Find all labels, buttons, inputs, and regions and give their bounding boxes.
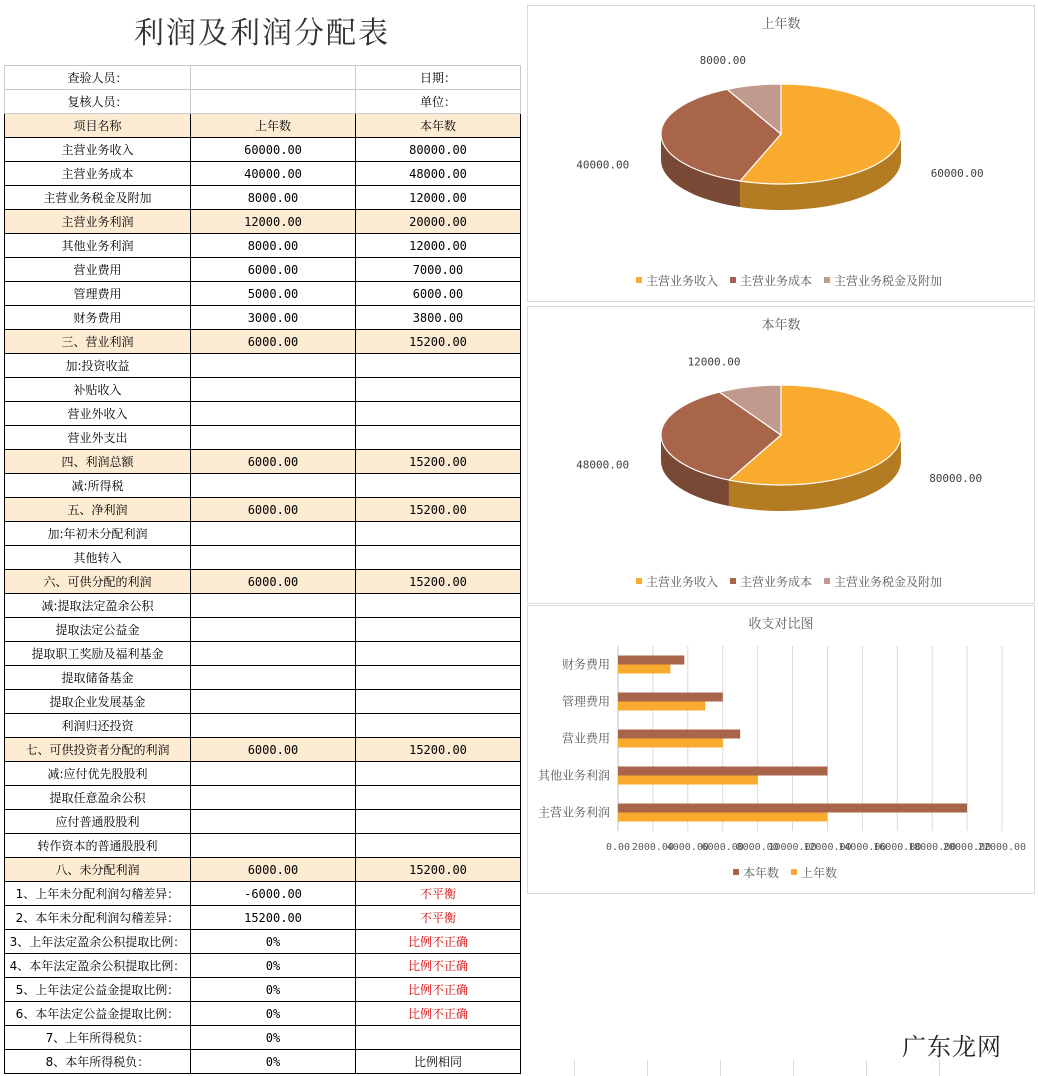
table-row — [5, 354, 521, 378]
prev-value-cell[interactable]: 6000.00 — [191, 738, 356, 762]
curr-value-cell[interactable] — [356, 354, 521, 378]
x-tick-label: 22000.00 — [977, 842, 1027, 853]
meta-label[interactable]: 复核人员： — [5, 90, 191, 114]
check-label-cell[interactable]: 1、上年未分配利润勾稽差异： — [5, 882, 191, 906]
item-cell[interactable]: 加:投资收益 — [5, 354, 191, 378]
check-row — [5, 1050, 521, 1074]
curr-value-cell[interactable] — [356, 762, 521, 786]
prev-value-cell[interactable]: 40000.00 — [191, 162, 356, 186]
curr-value-cell[interactable]: 20000.00 — [356, 210, 521, 234]
grid-line — [574, 1060, 575, 1076]
item-cell[interactable]: 七、可供投资者分配的利润 — [5, 738, 191, 762]
bar — [618, 693, 723, 702]
profit-table — [4, 65, 521, 1074]
prev-value-cell[interactable]: 8000.00 — [191, 186, 356, 210]
column-header-prev[interactable]: 上年数 — [191, 114, 356, 138]
curr-value-cell[interactable] — [356, 546, 521, 570]
curr-value-cell[interactable]: 12000.00 — [356, 186, 521, 210]
item-cell[interactable]: 主营业务利润 — [5, 210, 191, 234]
table-row — [5, 570, 521, 594]
prev-value-cell[interactable]: 5000.00 — [191, 282, 356, 306]
curr-value-cell[interactable]: 15200.00 — [356, 450, 521, 474]
prev-value-cell[interactable] — [191, 810, 356, 834]
check-status-cell[interactable]: 比例不正确 — [356, 1002, 521, 1026]
header-row — [5, 114, 521, 138]
grid-line — [866, 1060, 867, 1076]
item-cell[interactable]: 主营业务收入 — [5, 138, 191, 162]
check-row — [5, 1002, 521, 1026]
curr-value-cell[interactable]: 12000.00 — [356, 234, 521, 258]
item-cell[interactable]: 四、利润总额 — [5, 450, 191, 474]
check-row — [5, 882, 521, 906]
legend-swatch — [733, 869, 739, 875]
curr-value-cell[interactable] — [356, 618, 521, 642]
legend-swatch — [636, 277, 642, 283]
bar — [618, 804, 967, 813]
y-category-label: 财务费用 — [561, 657, 610, 672]
sheet-title: 利润及利润分配表 — [134, 16, 390, 51]
check-label-cell[interactable]: 4、本年法定盈余公积提取比例： — [5, 954, 191, 978]
check-row — [5, 930, 521, 954]
item-cell[interactable]: 营业外收入 — [5, 402, 191, 426]
prev-value-cell[interactable]: 3000.00 — [191, 306, 356, 330]
item-cell[interactable]: 主营业务税金及附加 — [5, 186, 191, 210]
check-value-cell[interactable]: -6000.00 — [191, 882, 356, 906]
check-value-cell[interactable]: 15200.00 — [191, 906, 356, 930]
item-cell[interactable]: 减:应付优先股股利 — [5, 762, 191, 786]
curr-value-cell[interactable] — [356, 402, 521, 426]
x-tick-label: 16000.00 — [873, 842, 922, 853]
prev-value-cell[interactable] — [191, 834, 356, 858]
legend-swatch — [824, 578, 830, 584]
item-cell[interactable]: 八、未分配利润 — [5, 858, 191, 882]
watermark-logo: 广东龙网 — [902, 1033, 1002, 1061]
item-cell[interactable]: 减:所得税 — [5, 474, 191, 498]
check-row — [5, 978, 521, 1002]
curr-value-cell[interactable] — [356, 714, 521, 738]
pie-chart-curr[interactable] — [527, 306, 1035, 604]
check-label-cell[interactable]: 8、本年所得税负： — [5, 1050, 191, 1074]
prev-value-cell[interactable]: 6000.00 — [191, 450, 356, 474]
check-row — [5, 1026, 521, 1050]
legend-label: 上年数 — [801, 866, 838, 880]
item-cell[interactable]: 提取企业发展基金 — [5, 690, 191, 714]
table-row — [5, 282, 521, 306]
check-value-cell[interactable]: 0% — [191, 1050, 356, 1074]
check-status-cell[interactable]: 比例不正确 — [356, 978, 521, 1002]
prev-value-cell[interactable]: 12000.00 — [191, 210, 356, 234]
legend-swatch — [730, 277, 736, 283]
bar — [618, 656, 684, 665]
check-label-cell[interactable]: 6、本年法定公益金提取比例： — [5, 1002, 191, 1026]
item-cell[interactable]: 提取储备基金 — [5, 666, 191, 690]
y-category-label: 其他业务利润 — [537, 768, 610, 783]
bar-chart[interactable] — [527, 605, 1035, 894]
table-row — [5, 522, 521, 546]
table-row — [5, 426, 521, 450]
table-row — [5, 594, 521, 618]
data-label: 48000.00 — [576, 458, 630, 472]
meta-row — [5, 66, 521, 90]
meta-label-right[interactable]: 日期： — [356, 66, 521, 90]
curr-value-cell[interactable]: 15200.00 — [356, 738, 521, 762]
item-cell[interactable]: 提取法定公益金 — [5, 618, 191, 642]
check-value-cell[interactable]: 0% — [191, 978, 356, 1002]
grid-line — [939, 1060, 940, 1076]
table-row — [5, 810, 521, 834]
chart-title: 收支对比图 — [748, 617, 814, 632]
table-row — [5, 186, 521, 210]
curr-value-cell[interactable]: 48000.00 — [356, 162, 521, 186]
bar — [618, 730, 740, 739]
data-label: 8000.00 — [699, 54, 746, 68]
item-cell[interactable]: 加:年初未分配利润 — [5, 522, 191, 546]
curr-value-cell[interactable] — [356, 642, 521, 666]
table-row — [5, 546, 521, 570]
y-category-label: 主营业务利润 — [537, 805, 610, 820]
table-row — [5, 138, 521, 162]
meta-label[interactable]: 查验人员： — [5, 66, 191, 90]
prev-value-cell[interactable] — [191, 642, 356, 666]
bar — [618, 776, 758, 785]
prev-value-cell[interactable] — [191, 594, 356, 618]
curr-value-cell[interactable] — [356, 834, 521, 858]
curr-value-cell[interactable] — [356, 522, 521, 546]
curr-value-cell[interactable] — [356, 378, 521, 402]
check-value-cell[interactable]: 0% — [191, 930, 356, 954]
item-cell[interactable]: 利润归还投资 — [5, 714, 191, 738]
meta-row — [5, 90, 521, 114]
y-category-label: 管理费用 — [561, 694, 610, 709]
table-row — [5, 762, 521, 786]
x-tick-label: 6000.00 — [701, 842, 744, 853]
column-header-item[interactable]: 项目名称 — [5, 114, 191, 138]
prev-value-cell[interactable] — [191, 762, 356, 786]
curr-value-cell[interactable]: 3800.00 — [356, 306, 521, 330]
table-row — [5, 642, 521, 666]
prev-value-cell[interactable] — [191, 714, 356, 738]
prev-value-cell[interactable]: 6000.00 — [191, 330, 356, 354]
table-row — [5, 618, 521, 642]
x-tick-label: 14000.00 — [838, 842, 887, 853]
item-cell[interactable]: 六、可供分配的利润 — [5, 570, 191, 594]
bar — [618, 665, 670, 674]
table-row — [5, 306, 521, 330]
check-label-cell[interactable]: 7、上年所得税负： — [5, 1026, 191, 1050]
data-label: 80000.00 — [929, 471, 983, 485]
pie-chart-prev[interactable] — [527, 5, 1035, 302]
prev-value-cell[interactable] — [191, 426, 356, 450]
check-status-cell[interactable]: 不平衡 — [356, 906, 521, 930]
prev-value-cell[interactable]: 6000.00 — [191, 258, 356, 282]
data-label: 60000.00 — [930, 167, 984, 181]
x-tick-label: 4000.00 — [666, 842, 709, 853]
check-status-cell[interactable] — [356, 1026, 521, 1050]
prev-value-cell[interactable] — [191, 378, 356, 402]
check-label-cell[interactable]: 5、上年法定公益金提取比例： — [5, 978, 191, 1002]
curr-value-cell[interactable] — [356, 786, 521, 810]
curr-value-cell[interactable] — [356, 594, 521, 618]
x-tick-label: 10000.00 — [768, 842, 817, 853]
item-cell[interactable]: 其他业务利润 — [5, 234, 191, 258]
item-cell[interactable]: 补贴收入 — [5, 378, 191, 402]
table-row — [5, 834, 521, 858]
curr-value-cell[interactable]: 15200.00 — [356, 330, 521, 354]
table-row — [5, 234, 521, 258]
check-status-cell[interactable]: 不平衡 — [356, 882, 521, 906]
prev-value-cell[interactable] — [191, 618, 356, 642]
table-row — [5, 714, 521, 738]
table-row — [5, 450, 521, 474]
check-value-cell[interactable]: 0% — [191, 954, 356, 978]
data-label: 40000.00 — [576, 158, 630, 172]
curr-value-cell[interactable] — [356, 690, 521, 714]
chart-title: 本年数 — [761, 318, 801, 333]
bar — [618, 813, 827, 822]
prev-value-cell[interactable] — [191, 786, 356, 810]
prev-value-cell[interactable] — [191, 522, 356, 546]
chart-title: 上年数 — [761, 17, 801, 32]
legend-swatch — [636, 578, 642, 584]
legend-swatch — [730, 578, 736, 584]
item-cell[interactable]: 主营业务成本 — [5, 162, 191, 186]
bar — [618, 767, 827, 776]
legend-swatch — [824, 277, 830, 283]
prev-value-cell[interactable]: 6000.00 — [191, 858, 356, 882]
column-header-curr[interactable]: 本年数 — [356, 114, 521, 138]
prev-value-cell[interactable] — [191, 666, 356, 690]
legend-label: 主营业务税金及附加 — [834, 575, 943, 589]
curr-value-cell[interactable]: 15200.00 — [356, 570, 521, 594]
table-row — [5, 378, 521, 402]
table-row — [5, 786, 521, 810]
x-tick-label: 0.00 — [605, 842, 631, 853]
legend-label: 主营业务收入 — [646, 575, 719, 589]
check-status-cell[interactable]: 比例相同 — [356, 1050, 521, 1074]
x-tick-label: 20000.00 — [943, 842, 992, 853]
table-row — [5, 690, 521, 714]
check-row — [5, 906, 521, 930]
y-category-label: 营业费用 — [561, 731, 610, 746]
item-cell[interactable]: 财务费用 — [5, 306, 191, 330]
legend-label: 本年数 — [743, 866, 780, 880]
item-cell[interactable]: 减:提取法定盈余公积 — [5, 594, 191, 618]
prev-value-cell[interactable] — [191, 546, 356, 570]
table-row — [5, 330, 521, 354]
prev-value-cell[interactable]: 8000.00 — [191, 234, 356, 258]
x-tick-label: 2000.00 — [631, 842, 674, 853]
curr-value-cell[interactable]: 15200.00 — [356, 498, 521, 522]
prev-value-cell[interactable]: 6000.00 — [191, 498, 356, 522]
table-row — [5, 258, 521, 282]
x-tick-label: 12000.00 — [803, 842, 852, 853]
curr-value-cell[interactable]: 6000.00 — [356, 282, 521, 306]
item-cell[interactable]: 管理费用 — [5, 282, 191, 306]
item-cell[interactable]: 转作资本的普通股股利 — [5, 834, 191, 858]
prev-value-cell[interactable] — [191, 690, 356, 714]
item-cell[interactable]: 五、净利润 — [5, 498, 191, 522]
item-cell[interactable]: 营业外支出 — [5, 426, 191, 450]
prev-value-cell[interactable] — [191, 402, 356, 426]
table-row — [5, 402, 521, 426]
item-cell[interactable]: 提取任意盈余公积 — [5, 786, 191, 810]
check-row — [5, 954, 521, 978]
check-label-cell[interactable]: 3、上年法定盈余公积提取比例： — [5, 930, 191, 954]
check-value-cell[interactable]: 0% — [191, 1026, 356, 1050]
check-status-cell[interactable]: 比例不正确 — [356, 954, 521, 978]
prev-value-cell[interactable]: 60000.00 — [191, 138, 356, 162]
table-row — [5, 666, 521, 690]
legend-label: 主营业务成本 — [740, 274, 813, 288]
bar — [618, 702, 705, 711]
grid-line — [647, 1060, 648, 1076]
table-row — [5, 474, 521, 498]
meta-value[interactable] — [191, 66, 356, 90]
item-cell[interactable]: 提取职工奖励及福利基金 — [5, 642, 191, 666]
meta-value[interactable] — [191, 90, 356, 114]
item-cell[interactable]: 其他转入 — [5, 546, 191, 570]
item-cell[interactable]: 应付普通股股利 — [5, 810, 191, 834]
check-value-cell[interactable]: 0% — [191, 1002, 356, 1026]
prev-value-cell[interactable]: 6000.00 — [191, 570, 356, 594]
x-tick-label: 18000.00 — [908, 842, 957, 853]
curr-value-cell[interactable]: 15200.00 — [356, 858, 521, 882]
check-label-cell[interactable]: 2、本年未分配利润勾稽差异： — [5, 906, 191, 930]
prev-value-cell[interactable] — [191, 354, 356, 378]
item-cell[interactable]: 营业费用 — [5, 258, 191, 282]
legend-label: 主营业务收入 — [646, 274, 719, 288]
curr-value-cell[interactable] — [356, 426, 521, 450]
curr-value-cell[interactable]: 80000.00 — [356, 138, 521, 162]
data-label: 12000.00 — [687, 355, 741, 369]
bar — [618, 739, 723, 748]
legend-label: 主营业务税金及附加 — [834, 274, 943, 288]
item-cell[interactable]: 三、营业利润 — [5, 330, 191, 354]
legend-label: 主营业务成本 — [740, 575, 813, 589]
table-row — [5, 738, 521, 762]
curr-value-cell[interactable]: 7000.00 — [356, 258, 521, 282]
table-row — [5, 162, 521, 186]
check-status-cell[interactable]: 比例不正确 — [356, 930, 521, 954]
prev-value-cell[interactable] — [191, 474, 356, 498]
legend-swatch — [791, 869, 797, 875]
grid-line — [793, 1060, 794, 1076]
table-row — [5, 210, 521, 234]
curr-value-cell[interactable] — [356, 474, 521, 498]
curr-value-cell[interactable] — [356, 666, 521, 690]
meta-label-right[interactable]: 单位： — [356, 90, 521, 114]
curr-value-cell[interactable] — [356, 810, 521, 834]
x-tick-label: 8000.00 — [736, 842, 779, 853]
grid-line — [720, 1060, 721, 1076]
table-row — [5, 858, 521, 882]
table-row — [5, 498, 521, 522]
